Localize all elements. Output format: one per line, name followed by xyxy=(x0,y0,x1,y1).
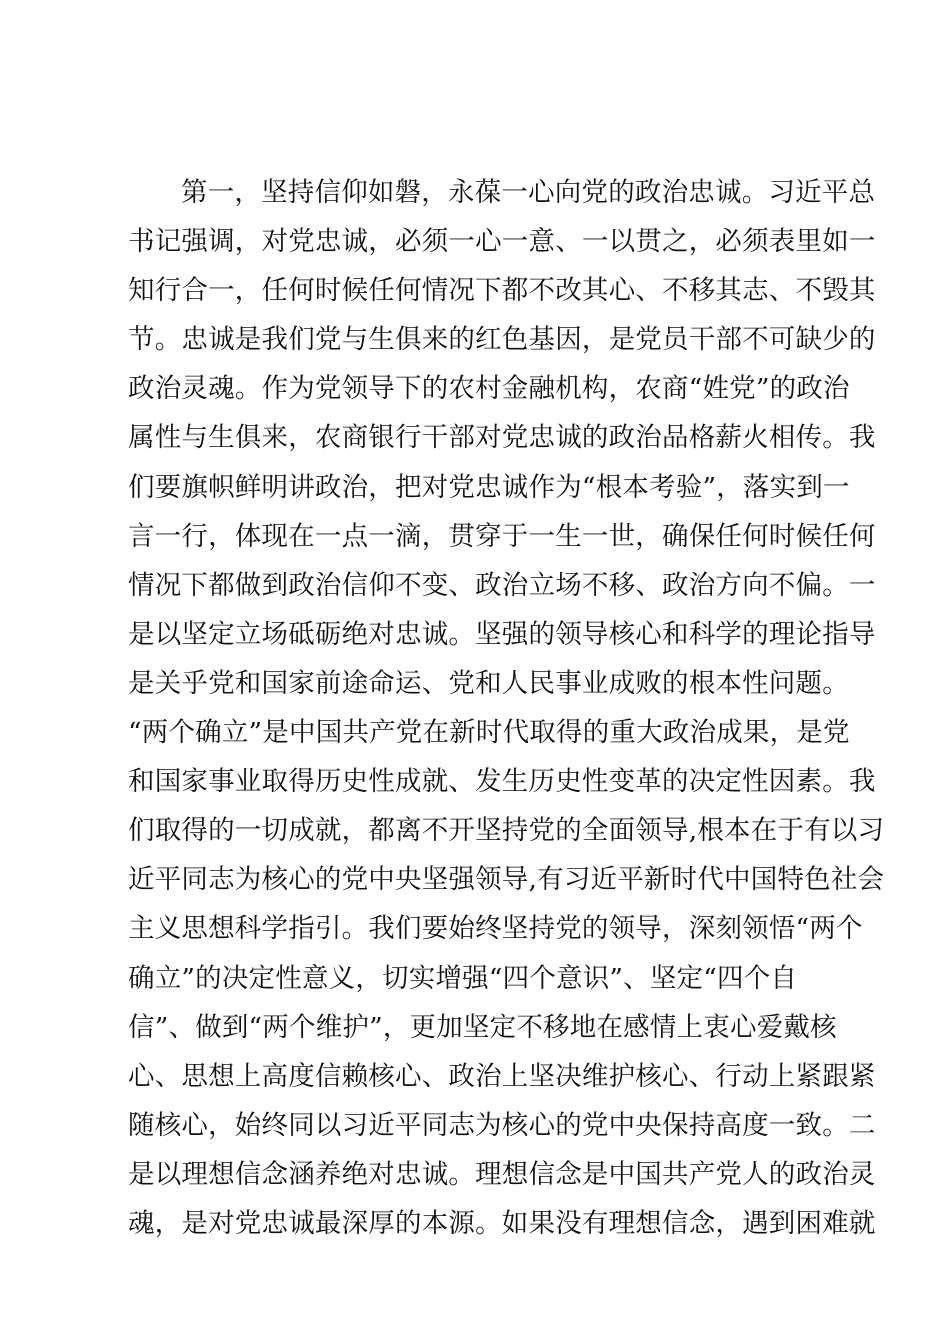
text-line-6: 属性与生俱来，农商银行干部对党忠诚的政治品格薪火相传。我 xyxy=(128,422,876,454)
text-line-1: 第一，坚持信仰如磐，永葆一心向党的政治忠诚。习近平总 xyxy=(181,177,876,208)
text-line-7: 们要旗帜鲜明讲政治，把对党忠诚作为“根本考验”，落实到一 xyxy=(128,471,850,503)
body-paragraph xyxy=(128,168,885,1248)
text-line-8: 言一行，体现在一点一滴，贯穿于一生一世，确保任何时候任何 xyxy=(128,520,876,552)
text-line-15: 近平同志为核心的党中央坚强领导,有习近平新时代中国特色社会 xyxy=(128,864,885,896)
text-line-12: “两个确立”是中国共产党在新时代取得的重大政治成果，是党 xyxy=(128,717,850,749)
text-line-17: 确立”的决定性意义，切实增强“四个意识”、坚定“四个自 xyxy=(128,962,798,994)
text-line-11: 是关乎党和国家前途命运、党和人民事业成败的根本性问题。 xyxy=(128,667,849,699)
text-line-21: 是以理想信念涵养绝对忠诚。理想信念是中国共产党人的政治灵 xyxy=(128,1158,876,1190)
text-line-19: 心、思想上高度信赖核心、政治上坚决维护核心、行动上紧跟紧 xyxy=(128,1060,876,1092)
text-line-9: 情况下都做到政治信仰不变、政治立场不移、政治方向不偏。一 xyxy=(128,569,876,601)
text-line-4: 节。忠诚是我们党与生俱来的红色基因，是党员干部不可缺少的 xyxy=(128,324,876,356)
text-line-18: 信”、做到“两个维护”，更加坚定不移地在感情上衷心爱戴核 xyxy=(128,1011,837,1043)
text-line-5: 政治灵魂。作为党领导下的农村金融机构，农商“姓党”的政治 xyxy=(128,373,850,405)
text-line-22: 魂，是对党忠诚最深厚的本源。如果没有理想信念，遇到困难就 xyxy=(128,1207,876,1239)
text-line-10: 是以坚定立场砥砺绝对忠诚。坚强的领导核心和科学的理论指导 xyxy=(128,618,876,650)
text-line-20: 随核心，始终同以习近平同志为核心的党中央保持高度一致。二 xyxy=(128,1109,876,1141)
text-line-16: 主义思想科学指引。我们要始终坚持党的领导，深刻领悟“两个 xyxy=(128,913,863,945)
text-line-14: 们取得的一切成就，都离不开坚持党的全面领导,根本在于有以习 xyxy=(128,815,885,847)
text-line-2: 书记强调，对党忠诚，必须一心一意、一以贯之，必须表里如一 xyxy=(128,226,876,258)
text-line-13: 和国家事业取得历史性成就、发生历史性变革的决定性因素。我 xyxy=(128,766,876,798)
text-line-3: 知行合一，任何时候任何情况下都不改其心、不移其志、不毁其 xyxy=(128,275,876,307)
